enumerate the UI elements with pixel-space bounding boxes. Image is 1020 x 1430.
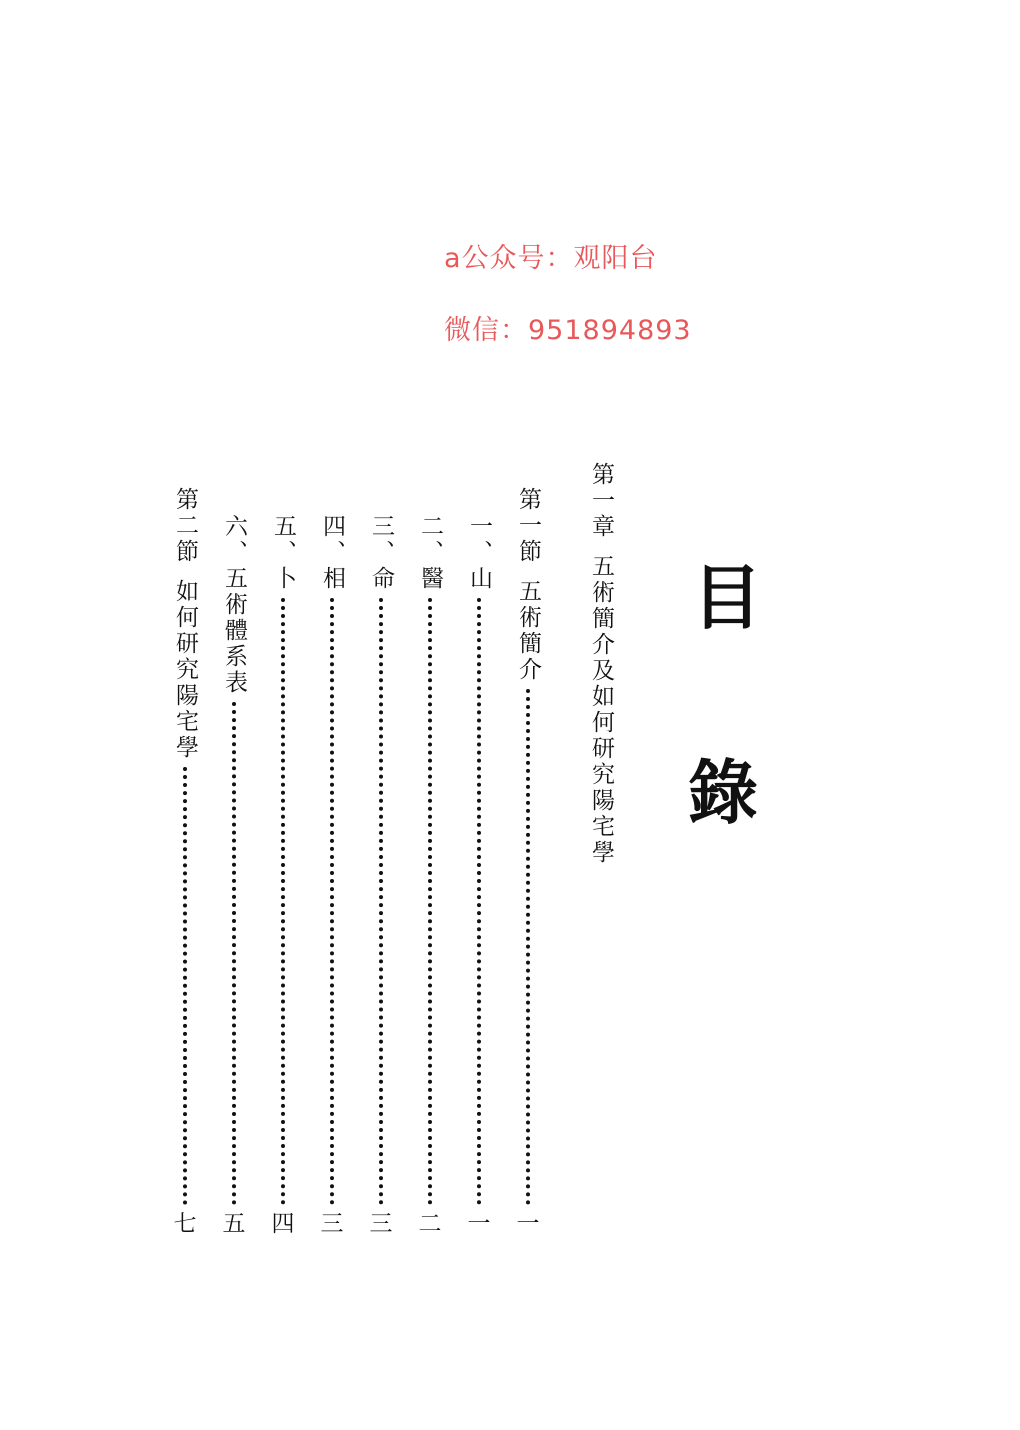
toc-item-page: 一 <box>467 1211 491 1237</box>
leader-dots <box>526 689 530 1205</box>
toc-item-page: 五 <box>222 1211 246 1237</box>
toc-item <box>219 514 249 1239</box>
watermark-line-2: 微信：951894893 <box>444 315 692 346</box>
leader-dots <box>232 702 236 1205</box>
toc-section-2 <box>170 487 200 1239</box>
leader-dots <box>477 598 481 1205</box>
toc-item-label: 二、醫 <box>417 514 443 592</box>
section-2-page: 七 <box>173 1211 197 1237</box>
section-2-number: 第二節 <box>172 487 198 565</box>
toc-section-1 <box>513 487 543 1239</box>
toc-item-label: 三、命 <box>368 514 394 592</box>
toc-item <box>464 514 494 1239</box>
chapter-number: 第一章 <box>588 462 614 540</box>
toc-item-page: 三 <box>320 1211 344 1237</box>
toc-item-label: 五、卜 <box>270 514 296 592</box>
heading-char-2: 錄 <box>688 751 758 834</box>
toc-item-page: 二 <box>418 1211 442 1237</box>
toc-item <box>415 514 445 1239</box>
section-2-title: 如何研究陽宅學 <box>172 579 198 761</box>
toc-item-label: 六、五術體系表 <box>221 514 247 696</box>
toc-item <box>317 514 347 1239</box>
leader-dots <box>379 598 383 1205</box>
chapter-title: 五術簡介及如何研究陽宅學 <box>588 554 614 866</box>
toc-item-page: 四 <box>271 1211 295 1237</box>
toc-item <box>268 514 298 1239</box>
watermark-line-1: a公众号：观阳台 <box>444 243 658 274</box>
leader-dots <box>330 598 334 1205</box>
leader-dots <box>183 767 187 1205</box>
leader-dots <box>428 598 432 1205</box>
toc-item-label: 四、相 <box>319 514 345 592</box>
toc-chapter <box>586 462 616 866</box>
leader-dots <box>281 598 285 1205</box>
heading-char-1: 目 <box>692 556 762 639</box>
toc-item <box>366 514 396 1239</box>
section-1-number: 第一節 <box>515 487 541 565</box>
toc-item-page: 三 <box>369 1211 393 1237</box>
toc-item-label: 一、山 <box>466 514 492 592</box>
section-1-title: 五術簡介 <box>515 579 541 683</box>
section-1-page: 一 <box>516 1211 540 1237</box>
